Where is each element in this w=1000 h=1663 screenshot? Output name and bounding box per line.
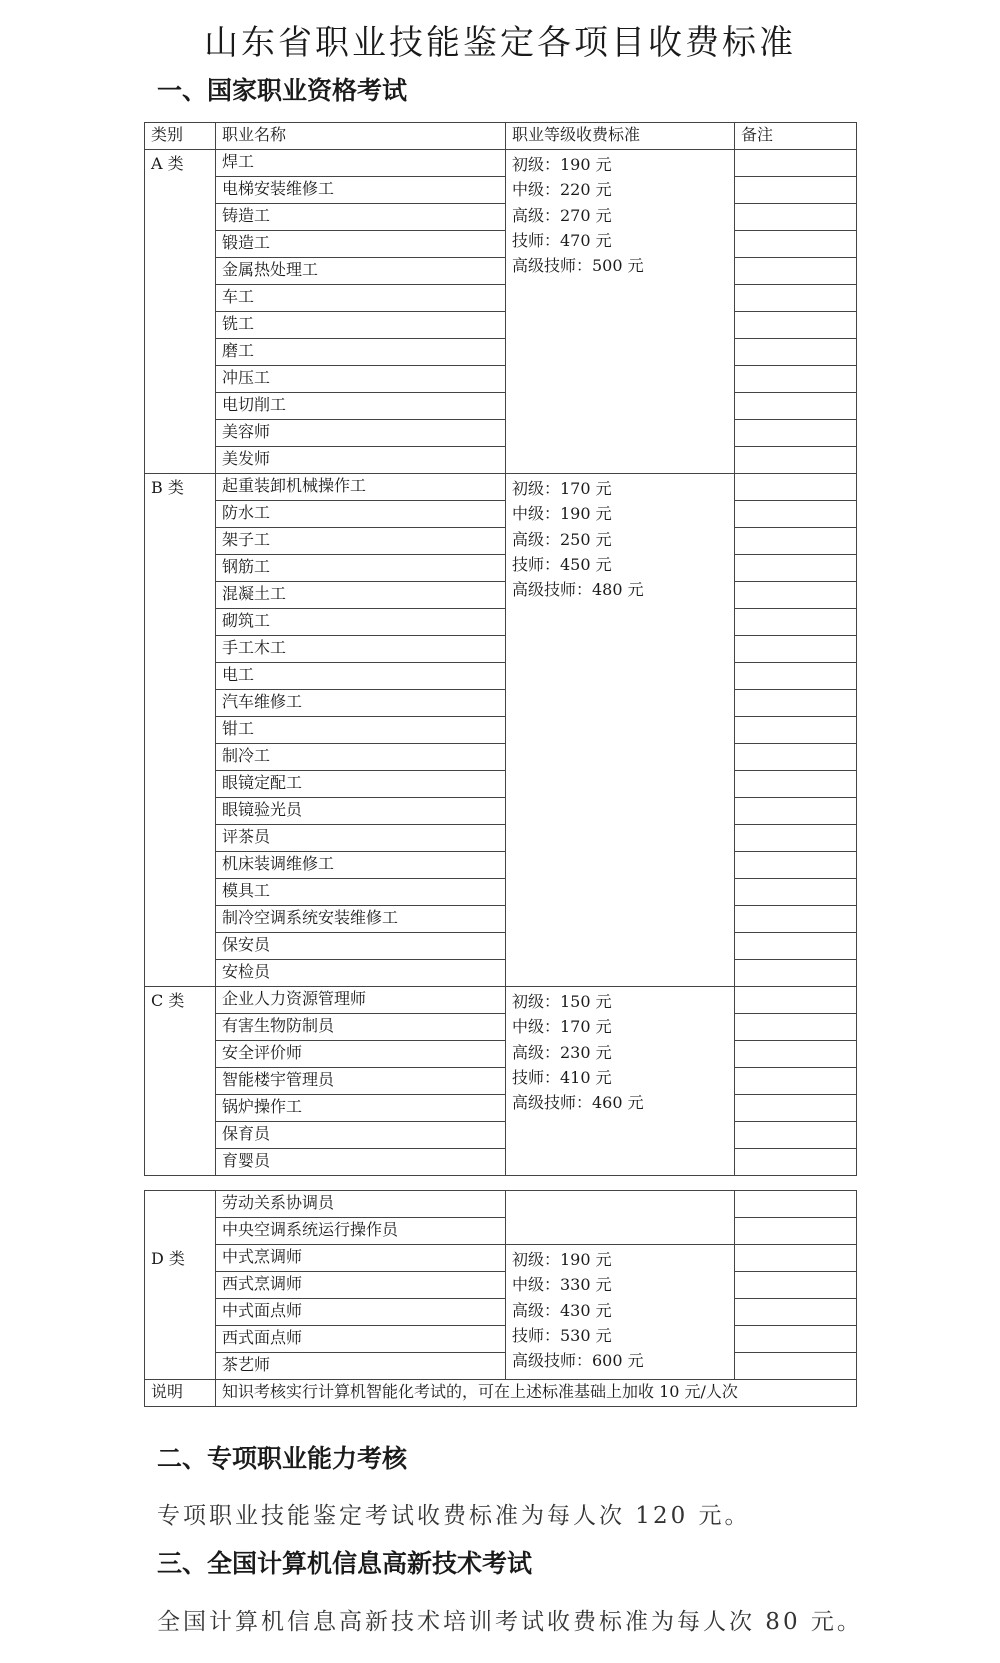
table-row	[145, 825, 857, 852]
occupation-cell: 保育员	[216, 1122, 506, 1149]
remark-cell	[735, 852, 857, 879]
table-header-row	[145, 123, 857, 150]
fee-line: 初级：170 元	[512, 479, 612, 498]
fee-standard-cell	[506, 150, 735, 474]
occupation-cell: 汽车维修工	[216, 690, 506, 717]
category-cell: B 类	[145, 474, 216, 987]
remark-cell	[735, 447, 857, 474]
remark-cell	[735, 879, 857, 906]
note-row	[145, 1380, 857, 1407]
occupation-cell: 电工	[216, 663, 506, 690]
occupation-cell: 锅炉操作工	[216, 1095, 506, 1122]
table-row	[145, 366, 857, 393]
occupation-cell: 钳工	[216, 717, 506, 744]
remark-cell	[735, 393, 857, 420]
column-header: 职业等级收费标准	[506, 123, 735, 150]
table-row	[145, 1218, 857, 1245]
remark-cell	[735, 285, 857, 312]
occupation-cell: 防水工	[216, 501, 506, 528]
occupation-cell: 锻造工	[216, 231, 506, 258]
table-row	[145, 1326, 857, 1353]
section-heading-national-qualification: 一、国家职业资格考试	[157, 76, 408, 105]
remark-cell	[735, 825, 857, 852]
occupation-cell: 中央空调系统运行操作员	[216, 1218, 506, 1245]
remark-cell	[735, 1041, 857, 1068]
table-row	[145, 906, 857, 933]
occupation-cell: 美发师	[216, 447, 506, 474]
remark-cell	[735, 501, 857, 528]
occupation-cell: 混凝土工	[216, 582, 506, 609]
remark-cell	[735, 1326, 857, 1353]
fee-line: 中级：190 元	[512, 504, 612, 524]
remark-cell	[735, 339, 857, 366]
table-row	[145, 1014, 857, 1041]
occupation-cell: 制冷工	[216, 744, 506, 771]
table-row	[145, 420, 857, 447]
table-row	[145, 1299, 857, 1326]
fee-line: 高级技师：600 元	[512, 1351, 644, 1371]
table-row	[145, 1122, 857, 1149]
fee-line: 初级：190 元	[512, 155, 612, 174]
table-row	[145, 879, 857, 906]
remark-cell	[735, 933, 857, 960]
remark-cell	[735, 744, 857, 771]
fee-line: 技师：410 元	[512, 1067, 612, 1087]
fee-line: 高级：230 元	[512, 1042, 612, 1062]
table-row	[145, 339, 857, 366]
fee-standard-cell	[506, 474, 735, 987]
table-row	[145, 258, 857, 285]
occupation-cell: 电切削工	[216, 393, 506, 420]
fee-table-main	[144, 122, 857, 1176]
remark-cell	[735, 1299, 857, 1326]
remark-cell	[735, 1149, 857, 1176]
table-row	[145, 447, 857, 474]
table-row	[145, 393, 857, 420]
occupation-cell: 制冷空调系统安装维修工	[216, 906, 506, 933]
category-cell	[145, 1191, 216, 1380]
table-row	[145, 744, 857, 771]
column-header: 类别	[145, 123, 216, 150]
section-heading-special-ability: 二、专项职业能力考核	[157, 1444, 408, 1473]
remark-cell	[735, 987, 857, 1014]
occupation-cell: 铣工	[216, 312, 506, 339]
fee-table-supplement	[144, 1190, 857, 1407]
remark-cell	[735, 204, 857, 231]
table-row	[145, 933, 857, 960]
occupation-cell: 西式烹调师	[216, 1272, 506, 1299]
table-row	[145, 231, 857, 258]
occupation-cell: 车工	[216, 285, 506, 312]
table-row	[145, 474, 857, 501]
remark-cell	[735, 690, 857, 717]
table-row	[145, 636, 857, 663]
fee-line: 高级技师：480 元	[512, 580, 644, 600]
remark-cell	[735, 960, 857, 987]
remark-cell	[735, 663, 857, 690]
occupation-cell: 保安员	[216, 933, 506, 960]
table-row	[145, 771, 857, 798]
table-row	[145, 663, 857, 690]
remark-cell	[735, 1122, 857, 1149]
note-label: 说明	[145, 1380, 216, 1407]
remark-cell	[735, 798, 857, 825]
occupation-cell: 冲压工	[216, 366, 506, 393]
table-row	[145, 150, 857, 177]
remark-cell	[735, 1068, 857, 1095]
remark-cell	[735, 636, 857, 663]
remark-cell	[735, 555, 857, 582]
fee-line: 高级：270 元	[512, 205, 612, 225]
occupation-cell: 劳动关系协调员	[216, 1191, 506, 1218]
occupation-cell: 评茶员	[216, 825, 506, 852]
table-row	[145, 987, 857, 1014]
occupation-cell: 眼镜验光员	[216, 798, 506, 825]
occupation-cell: 砌筑工	[216, 609, 506, 636]
table-row	[145, 582, 857, 609]
table-row	[145, 1353, 857, 1380]
table-row	[145, 285, 857, 312]
occupation-cell: 金属热处理工	[216, 258, 506, 285]
fee-line: 高级：430 元	[512, 1300, 612, 1320]
table-row	[145, 1272, 857, 1299]
fee-line: 技师：530 元	[512, 1325, 612, 1345]
remark-cell	[735, 150, 857, 177]
remark-cell	[735, 1272, 857, 1299]
category-label: D 类	[151, 1249, 185, 1268]
occupation-cell: 电梯安装维修工	[216, 177, 506, 204]
fee-line: 中级：170 元	[512, 1017, 612, 1037]
remark-cell	[735, 258, 857, 285]
fee-standard-cell	[506, 1245, 735, 1380]
column-header: 职业名称	[216, 123, 506, 150]
remark-cell	[735, 528, 857, 555]
section-heading-computer-exam: 三、全国计算机信息高新技术考试	[157, 1549, 533, 1578]
occupation-cell: 手工木工	[216, 636, 506, 663]
fee-standard-cell	[506, 1191, 735, 1245]
fee-line: 高级技师：460 元	[512, 1093, 644, 1113]
occupation-cell: 架子工	[216, 528, 506, 555]
occupation-cell: 西式面点师	[216, 1326, 506, 1353]
occupation-cell: 起重装卸机械操作工	[216, 474, 506, 501]
occupation-cell: 焊工	[216, 150, 506, 177]
table-row	[145, 960, 857, 987]
occupation-cell: 企业人力资源管理师	[216, 987, 506, 1014]
table-row	[145, 528, 857, 555]
table-row	[145, 798, 857, 825]
section-body-special-ability: 专项职业技能鉴定考试收费标准为每人次 120 元。	[157, 1503, 751, 1529]
table-row	[145, 204, 857, 231]
table-row	[145, 1095, 857, 1122]
fee-line: 高级：250 元	[512, 529, 612, 549]
table-row	[145, 1041, 857, 1068]
occupation-cell: 中式烹调师	[216, 1245, 506, 1272]
remark-cell	[735, 582, 857, 609]
note-text: 知识考核实行计算机智能化考试的，可在上述标准基础上加收 10 元/人次	[216, 1380, 857, 1407]
occupation-cell: 有害生物防制员	[216, 1014, 506, 1041]
table-row	[145, 852, 857, 879]
fee-line: 技师：450 元	[512, 554, 612, 574]
fee-line: 高级技师：500 元	[512, 256, 644, 276]
table-row	[145, 1149, 857, 1176]
occupation-cell: 机床装调维修工	[216, 852, 506, 879]
table-row	[145, 177, 857, 204]
occupation-cell: 茶艺师	[216, 1353, 506, 1380]
remark-cell	[735, 366, 857, 393]
category-cell: A 类	[145, 150, 216, 474]
occupation-cell: 铸造工	[216, 204, 506, 231]
remark-cell	[735, 420, 857, 447]
table-row	[145, 690, 857, 717]
remark-cell	[735, 1353, 857, 1380]
fee-line: 初级：150 元	[512, 992, 612, 1011]
occupation-cell: 磨工	[216, 339, 506, 366]
table-row	[145, 1191, 857, 1218]
fee-standard-cell	[506, 987, 735, 1176]
remark-cell	[735, 717, 857, 744]
table-row	[145, 555, 857, 582]
remark-cell	[735, 177, 857, 204]
category-cell: C 类	[145, 987, 216, 1176]
remark-cell	[735, 474, 857, 501]
occupation-cell: 育婴员	[216, 1149, 506, 1176]
occupation-cell: 钢筋工	[216, 555, 506, 582]
occupation-cell: 智能楼宇管理员	[216, 1068, 506, 1095]
table-row	[145, 609, 857, 636]
page-title: 山东省职业技能鉴定各项目收费标准	[204, 23, 796, 63]
table-row	[145, 1245, 857, 1272]
remark-cell	[735, 1014, 857, 1041]
table-row	[145, 1068, 857, 1095]
remark-cell	[735, 1191, 857, 1218]
occupation-cell: 安检员	[216, 960, 506, 987]
remark-cell	[735, 231, 857, 258]
occupation-cell: 中式面点师	[216, 1299, 506, 1326]
occupation-cell: 眼镜定配工	[216, 771, 506, 798]
remark-cell	[735, 1095, 857, 1122]
occupation-cell: 美容师	[216, 420, 506, 447]
remark-cell	[735, 1218, 857, 1245]
occupation-cell: 安全评价师	[216, 1041, 506, 1068]
fee-line: 技师：470 元	[512, 230, 612, 250]
column-header: 备注	[735, 123, 857, 150]
remark-cell	[735, 1245, 857, 1272]
remark-cell	[735, 771, 857, 798]
section-body-computer-exam: 全国计算机信息高新技术培训考试收费标准为每人次 80 元。	[157, 1609, 863, 1635]
table-row	[145, 312, 857, 339]
fee-line: 初级：190 元	[512, 1250, 612, 1269]
occupation-cell: 模具工	[216, 879, 506, 906]
fee-line: 中级：330 元	[512, 1275, 612, 1295]
remark-cell	[735, 312, 857, 339]
remark-cell	[735, 906, 857, 933]
fee-line: 中级：220 元	[512, 180, 612, 200]
remark-cell	[735, 609, 857, 636]
table-row	[145, 501, 857, 528]
table-row	[145, 717, 857, 744]
